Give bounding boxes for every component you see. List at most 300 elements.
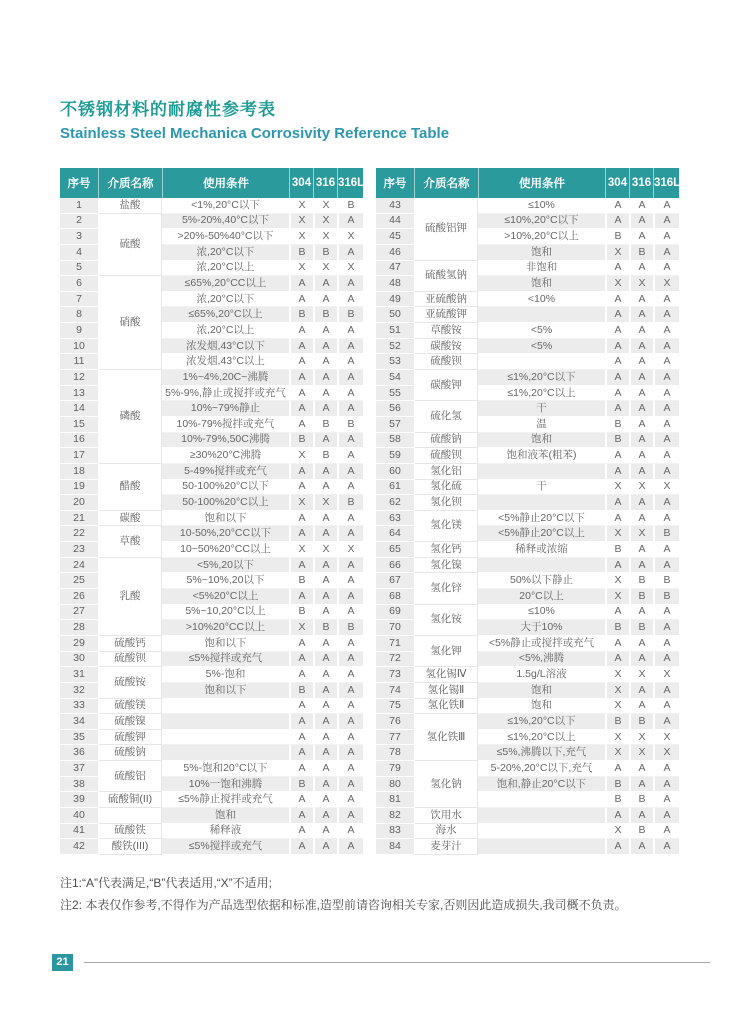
grade-cell: A — [289, 761, 313, 777]
grade-cell: A — [289, 730, 313, 746]
grade-cell: A — [629, 448, 653, 464]
grade-cell: A — [337, 683, 363, 699]
grade-cell: X — [653, 745, 679, 761]
serial-cell: 12 — [60, 370, 98, 386]
usage-condition-cell — [478, 464, 605, 480]
grade-cell: A — [313, 730, 337, 746]
usage-condition-cell: ≤65%,20°C以上 — [162, 307, 289, 323]
grade-cell: A — [289, 370, 313, 386]
grade-cell: A — [313, 323, 337, 339]
grade-cell: X — [629, 667, 653, 683]
medium-name-cell: 氢化钡 — [414, 495, 478, 511]
footer-rule — [84, 962, 710, 963]
medium-name-cell: 硫酸 — [98, 214, 162, 277]
grade-cell: A — [313, 401, 337, 417]
grade-cell: A — [289, 417, 313, 433]
grade-cell: A — [605, 652, 629, 668]
serial-cell: 22 — [60, 526, 98, 542]
grade-cell: A — [313, 699, 337, 715]
serial-cell: 24 — [60, 558, 98, 574]
grade-cell: A — [605, 401, 629, 417]
serial-cell: 60 — [376, 464, 414, 480]
table-row — [60, 792, 363, 808]
serial-cell: 38 — [60, 777, 98, 793]
grade-cell: A — [653, 198, 679, 214]
grade-cell: A — [605, 839, 629, 855]
usage-condition-cell: 10%-79%搅拌或充气 — [162, 417, 289, 433]
serial-cell: 28 — [60, 620, 98, 636]
medium-name-cell: 硫酸铝 — [98, 761, 162, 792]
grade-cell: B — [337, 417, 363, 433]
serial-cell: 7 — [60, 292, 98, 308]
grade-cell: A — [605, 558, 629, 574]
grade-cell: A — [605, 307, 629, 323]
usage-condition-cell: ≤1%,20°C以下 — [478, 370, 605, 386]
grade-cell: A — [313, 464, 337, 480]
grade-cell: B — [629, 589, 653, 605]
grade-cell: A — [289, 636, 313, 652]
medium-name-cell: 氢化锌 — [414, 573, 478, 604]
usage-condition-cell: ≤10% — [478, 198, 605, 214]
medium-name-cell: 碳酸钾 — [414, 370, 478, 401]
table-header-row — [376, 168, 679, 198]
serial-cell: 70 — [376, 620, 414, 636]
table-row — [60, 714, 363, 730]
usage-condition-cell: ≤10%,20°C以下 — [478, 214, 605, 230]
page-title-en: Stainless Steel Mechanica Corrosivity Reference Table — [60, 125, 450, 142]
grade-cell: A — [653, 370, 679, 386]
serial-cell: 16 — [60, 433, 98, 449]
usage-condition-cell: 5%-饱和 — [162, 667, 289, 683]
grade-cell: A — [653, 699, 679, 715]
grade-cell: A — [653, 323, 679, 339]
grade-cell: A — [337, 792, 363, 808]
grade-cell: X — [653, 667, 679, 683]
usage-condition-cell: 饱和 — [478, 433, 605, 449]
grade-cell: A — [289, 824, 313, 840]
grade-cell: A — [337, 370, 363, 386]
usage-condition-cell: ≤5%搅拌或充气 — [162, 652, 289, 668]
usage-condition-cell — [478, 558, 605, 574]
grade-cell: A — [337, 480, 363, 496]
grade-cell: A — [629, 417, 653, 433]
grade-cell: A — [313, 761, 337, 777]
medium-name-cell: 氢化锡Ⅱ — [414, 683, 478, 699]
grade-cell: A — [337, 339, 363, 355]
grade-cell: X — [605, 589, 629, 605]
usage-condition-cell: 饱和 — [478, 683, 605, 699]
usage-condition-cell: 非饱和 — [478, 261, 605, 277]
table-row — [376, 573, 679, 589]
grade-cell: A — [653, 808, 679, 824]
table-row — [60, 214, 363, 230]
grade-cell: X — [629, 745, 653, 761]
grade-cell: A — [289, 401, 313, 417]
usage-condition-cell: 50-100%20°C以上 — [162, 495, 289, 511]
usage-condition-cell: 20°C以上 — [478, 589, 605, 605]
grade-cell: A — [629, 354, 653, 370]
serial-cell: 33 — [60, 699, 98, 715]
serial-cell: 63 — [376, 511, 414, 527]
grade-cell: X — [605, 526, 629, 542]
serial-cell: 42 — [60, 839, 98, 855]
grade-cell: X — [605, 699, 629, 715]
grade-cell: B — [289, 777, 313, 793]
grade-cell: B — [629, 620, 653, 636]
usage-condition-cell: <5% — [478, 339, 605, 355]
grade-cell: A — [337, 652, 363, 668]
grade-cell: B — [289, 605, 313, 621]
grade-cell: A — [605, 605, 629, 621]
grade-cell: A — [313, 652, 337, 668]
usage-condition-cell: <5%20°C以上 — [162, 589, 289, 605]
grade-cell: A — [653, 511, 679, 527]
grade-cell: B — [605, 777, 629, 793]
grade-cell: A — [337, 464, 363, 480]
medium-name-cell: 硝酸 — [98, 276, 162, 370]
grade-cell: A — [653, 401, 679, 417]
grade-cell: A — [313, 792, 337, 808]
grade-cell: A — [289, 323, 313, 339]
grade-cell: A — [605, 761, 629, 777]
grade-cell: A — [313, 370, 337, 386]
grade-cell: A — [653, 605, 679, 621]
grade-cell: B — [337, 307, 363, 323]
grade-cell: A — [337, 777, 363, 793]
grade-cell: A — [629, 699, 653, 715]
grade-cell: A — [337, 433, 363, 449]
grade-cell: A — [629, 683, 653, 699]
serial-cell: 41 — [60, 824, 98, 840]
serial-cell: 78 — [376, 745, 414, 761]
medium-name-cell: 亚硫酸钠 — [414, 292, 478, 308]
grade-cell: A — [629, 495, 653, 511]
serial-cell: 51 — [376, 323, 414, 339]
medium-name-cell: 氢化钾 — [414, 636, 478, 667]
grade-cell: A — [629, 605, 653, 621]
usage-condition-cell: <5%,20以下 — [162, 558, 289, 574]
serial-cell: 40 — [60, 808, 98, 824]
serial-cell: 49 — [376, 292, 414, 308]
medium-name-cell: 亚硫酸钾 — [414, 307, 478, 323]
usage-condition-cell: >10%,20°C以上 — [478, 229, 605, 245]
grade-cell: A — [653, 824, 679, 840]
usage-condition-cell: 10~50%20°CC以上 — [162, 542, 289, 558]
grade-cell: X — [605, 667, 629, 683]
usage-condition-cell: 5-49%搅拌或充气 — [162, 464, 289, 480]
title-block — [60, 95, 449, 142]
grade-cell: A — [313, 526, 337, 542]
table-row — [376, 808, 679, 824]
table-row — [376, 307, 679, 323]
grade-cell: B — [337, 495, 363, 511]
grade-cell: A — [605, 464, 629, 480]
grade-cell: A — [337, 354, 363, 370]
grade-cell: X — [289, 261, 313, 277]
grade-cell: A — [289, 714, 313, 730]
usage-condition-cell: <5%静止或搅拌或充气 — [478, 636, 605, 652]
medium-name-cell: 氢化铁Ⅱ — [414, 699, 478, 715]
serial-cell: 83 — [376, 824, 414, 840]
grade-cell: B — [313, 307, 337, 323]
medium-name-cell: 硫酸镍 — [98, 714, 162, 730]
grade-cell: A — [653, 229, 679, 245]
table-row — [376, 699, 679, 715]
serial-cell: 46 — [376, 245, 414, 261]
grade-cell: A — [337, 730, 363, 746]
usage-condition-cell — [478, 495, 605, 511]
serial-cell: 75 — [376, 699, 414, 715]
grade-cell: A — [289, 652, 313, 668]
grade-cell: X — [605, 824, 629, 840]
usage-condition-cell: 稀释液 — [162, 824, 289, 840]
usage-condition-cell: 10-50%,20°CC以下 — [162, 526, 289, 542]
table-row — [376, 839, 679, 855]
grade-cell: A — [289, 511, 313, 527]
usage-condition-cell: 浓发烟,43°C以上 — [162, 354, 289, 370]
serial-cell: 74 — [376, 683, 414, 699]
grade-cell: X — [605, 573, 629, 589]
usage-condition-cell: 干 — [478, 401, 605, 417]
grade-cell: A — [337, 323, 363, 339]
table-row — [60, 558, 363, 574]
grade-cell: A — [289, 745, 313, 761]
usage-condition-cell: 5-20%,20°C以下,充气 — [478, 761, 605, 777]
grade-cell: A — [337, 448, 363, 464]
medium-name-cell: 硫酸铝钾 — [414, 198, 478, 261]
grade-cell: A — [629, 636, 653, 652]
grade-cell: A — [289, 386, 313, 402]
medium-name-cell: 酸铁(III) — [98, 839, 162, 855]
serial-cell: 50 — [376, 307, 414, 323]
column-header: 316L — [653, 168, 679, 198]
grade-cell: A — [629, 214, 653, 230]
table-row — [376, 464, 679, 480]
column-header: 316 — [313, 168, 337, 198]
grade-cell: A — [289, 792, 313, 808]
grade-cell: A — [629, 386, 653, 402]
grade-cell: A — [313, 824, 337, 840]
table-row — [376, 261, 679, 277]
table-row — [376, 198, 679, 214]
grade-cell: A — [629, 652, 653, 668]
grade-cell: X — [313, 495, 337, 511]
grade-cell: A — [629, 261, 653, 277]
table-row — [60, 824, 363, 840]
grade-cell: A — [313, 480, 337, 496]
grade-cell: B — [605, 229, 629, 245]
column-header: 介质名称 — [98, 168, 162, 198]
usage-condition-cell: 饱和以下 — [162, 511, 289, 527]
grade-cell: X — [605, 245, 629, 261]
grade-cell: A — [289, 464, 313, 480]
table-row — [376, 339, 679, 355]
table-row — [60, 370, 363, 386]
table-row — [376, 480, 679, 496]
usage-condition-cell: <5%静止20°C以上 — [478, 526, 605, 542]
usage-condition-cell: <10% — [478, 292, 605, 308]
serial-cell: 23 — [60, 542, 98, 558]
table-row — [60, 276, 363, 292]
grade-cell: B — [605, 714, 629, 730]
medium-name-cell: 硫酸铵 — [98, 667, 162, 698]
table-row — [60, 839, 363, 855]
grade-cell: A — [605, 214, 629, 230]
usage-condition-cell: 饱和 — [478, 699, 605, 715]
usage-condition-cell — [162, 745, 289, 761]
grade-cell: B — [629, 792, 653, 808]
table-row — [376, 323, 679, 339]
usage-condition-cell: 5%-饱和20°C以下 — [162, 761, 289, 777]
grade-cell: A — [653, 777, 679, 793]
serial-cell: 67 — [376, 573, 414, 589]
usage-condition-cell: <5%静止20°C以下 — [478, 511, 605, 527]
grade-cell: A — [605, 511, 629, 527]
usage-condition-cell: <5% — [478, 323, 605, 339]
grade-cell: A — [313, 683, 337, 699]
grade-cell: A — [289, 276, 313, 292]
grade-cell: X — [605, 745, 629, 761]
serial-cell: 39 — [60, 792, 98, 808]
grade-cell: B — [605, 542, 629, 558]
table-row — [376, 558, 679, 574]
table-row — [60, 464, 363, 480]
grade-cell: A — [313, 292, 337, 308]
table-row — [60, 761, 363, 777]
usage-condition-cell — [478, 824, 605, 840]
usage-condition-cell — [478, 808, 605, 824]
serial-cell: 59 — [376, 448, 414, 464]
grade-cell: A — [313, 667, 337, 683]
serial-cell: 58 — [376, 433, 414, 449]
table-row — [376, 370, 679, 386]
grade-cell: A — [605, 636, 629, 652]
usage-condition-cell: 浓,20°C以上 — [162, 323, 289, 339]
column-header: 使用条件 — [162, 168, 289, 198]
medium-name-cell: 氢化铝 — [414, 464, 478, 480]
grade-cell: A — [653, 792, 679, 808]
serial-cell: 4 — [60, 245, 98, 261]
serial-cell: 20 — [60, 495, 98, 511]
serial-cell: 65 — [376, 542, 414, 558]
grade-cell: B — [313, 245, 337, 261]
grade-cell: A — [629, 292, 653, 308]
grade-cell: B — [605, 620, 629, 636]
usage-condition-cell: ≤1%,20°C以上 — [478, 730, 605, 746]
grade-cell: X — [629, 526, 653, 542]
column-header: 304 — [289, 168, 313, 198]
grade-cell: A — [629, 839, 653, 855]
grade-cell: X — [313, 261, 337, 277]
medium-name-cell: 氢化硫 — [414, 480, 478, 496]
usage-condition-cell — [162, 730, 289, 746]
usage-condition-cell — [162, 699, 289, 715]
grade-cell: X — [313, 198, 337, 214]
serial-cell: 35 — [60, 730, 98, 746]
column-header: 使用条件 — [478, 168, 605, 198]
column-header: 316 — [629, 168, 653, 198]
grade-cell: B — [653, 573, 679, 589]
grade-cell: A — [313, 605, 337, 621]
grade-cell: B — [289, 433, 313, 449]
serial-cell: 56 — [376, 401, 414, 417]
grade-cell: B — [289, 573, 313, 589]
grade-cell: A — [337, 824, 363, 840]
grade-cell: B — [605, 433, 629, 449]
usage-condition-cell: ≤5%搅拌或充气 — [162, 839, 289, 855]
grade-cell: A — [629, 761, 653, 777]
serial-cell: 9 — [60, 323, 98, 339]
grade-cell: A — [605, 198, 629, 214]
grade-cell: X — [653, 730, 679, 746]
grade-cell: A — [653, 339, 679, 355]
medium-name-cell: 氢化铵 — [414, 605, 478, 636]
usage-condition-cell: >10%20°CC以上 — [162, 620, 289, 636]
column-header: 序号 — [60, 168, 98, 198]
grade-cell: X — [653, 480, 679, 496]
grade-cell: A — [653, 542, 679, 558]
grade-cell: B — [313, 620, 337, 636]
grade-cell: X — [313, 214, 337, 230]
grade-cell: A — [629, 370, 653, 386]
grade-cell: A — [313, 777, 337, 793]
medium-name-cell: 氢化锡Ⅳ — [414, 667, 478, 683]
usage-condition-cell: 5%~10,20°C以上 — [162, 605, 289, 621]
grade-cell: X — [629, 276, 653, 292]
medium-name-cell: 硫酸铜(II) — [98, 792, 162, 808]
grade-cell: A — [289, 667, 313, 683]
grade-cell: X — [289, 542, 313, 558]
grade-cell: A — [629, 229, 653, 245]
grade-cell: B — [313, 417, 337, 433]
table-row — [376, 292, 679, 308]
grade-cell: X — [605, 683, 629, 699]
medium-name-cell: 硫酸钡 — [98, 652, 162, 668]
grade-cell: A — [337, 558, 363, 574]
table-row — [60, 652, 363, 668]
grade-cell: A — [605, 495, 629, 511]
grade-cell: A — [313, 589, 337, 605]
table-row — [376, 433, 679, 449]
table-row — [60, 198, 363, 214]
footnotes — [60, 872, 627, 916]
medium-name-cell: 硫酸铁 — [98, 824, 162, 840]
grade-cell: A — [289, 480, 313, 496]
medium-name-cell: 氢化镁 — [414, 511, 478, 542]
medium-name-cell: 磷酸 — [98, 370, 162, 464]
usage-condition-cell: ≥30%20°C沸腾 — [162, 448, 289, 464]
serial-cell: 26 — [60, 589, 98, 605]
grade-cell: A — [629, 307, 653, 323]
serial-cell: 43 — [376, 198, 414, 214]
table-row — [376, 683, 679, 699]
serial-cell: 77 — [376, 730, 414, 746]
serial-cell: 25 — [60, 573, 98, 589]
table-row — [376, 824, 679, 840]
grade-cell: A — [605, 292, 629, 308]
grade-cell: B — [653, 526, 679, 542]
grade-cell: A — [337, 714, 363, 730]
serial-cell: 17 — [60, 448, 98, 464]
grade-cell: A — [629, 511, 653, 527]
corrosivity-table-right — [376, 168, 679, 855]
table-row — [60, 667, 363, 683]
serial-cell: 53 — [376, 354, 414, 370]
grade-cell: A — [313, 714, 337, 730]
serial-cell: 3 — [60, 229, 98, 245]
grade-cell: A — [653, 761, 679, 777]
usage-condition-cell: 饱和 — [478, 276, 605, 292]
